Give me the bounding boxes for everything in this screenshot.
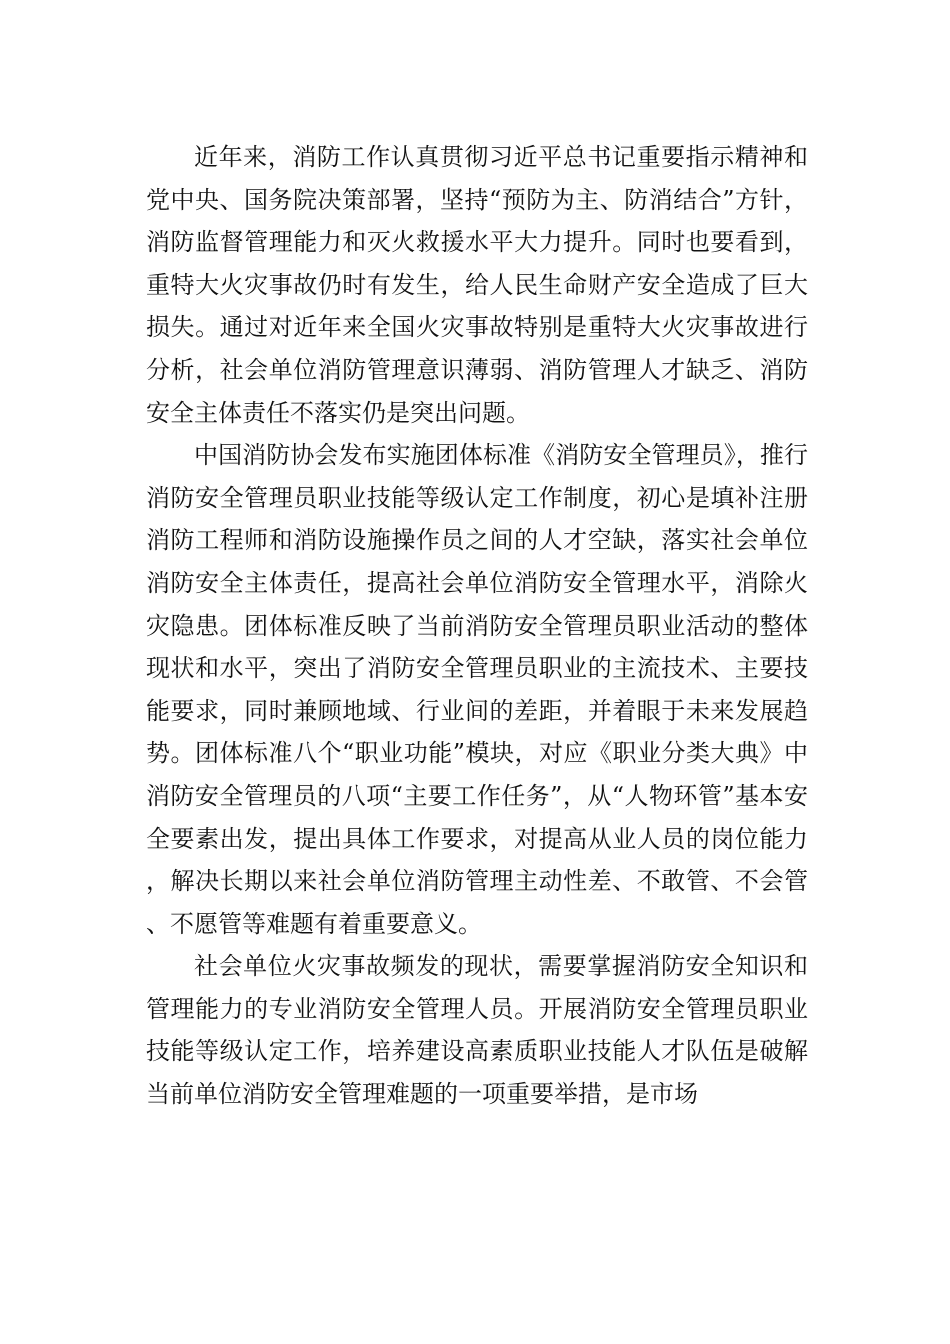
document-body xyxy=(146,136,808,1116)
paragraph-3: 社会单位火灾事故频发的现状，需要掌握消防安全知识和管理能力的专业消防安全管理人员。开展消防安全管理员职业技能等级认定工作，培养建设高素质职业技能人才队伍是破解当前单位消防安全管理难题的一项重要举措，是市场 xyxy=(146,952,808,1109)
paragraph-2: 中国消防协会发布实施团体标准《消防安全管理员》，推行消防安全管理员职业技能等级认定工作制度，初心是填补注册消防工程师和消防设施操作员之间的人才空缺，落实社会单位消防安全主体责任，提高社会单位消防安全管理水平，消除火灾隐患。团体标准反映了当前消防安全管理员职业活动的整体现状和水平，突出了消防安全管理员职业的主流技术、主要技能要求，同时兼顾地域、行业间的差距，并着眼于未来发展趋势。团体标准八个“职业功能”模块，对应《职业分类大典》中消防安全管理员的八项“主要工作任务”，从“人物环管”基本安全要素出发，提出具体工作要求，对提高从业人员的岗位能力，解决长期以来社会单位消防管理主动性差、不敢管、不会管、不愿管等难题有着重要意义。 xyxy=(146,441,808,938)
paragraph-1: 近年来，消防工作认真贯彻习近平总书记重要指示精神和党中央、国务院决策部署，坚持“预防为主、防消结合”方针，消防监督管理能力和灭火救援水平大力提升。同时也要看到，重特大火灾事故仍时有发生，给人民生命财产安全造成了巨大损失。通过对近年来全国火灾事故特别是重特大火灾事故进行分析，社会单位消防管理意识薄弱、消防管理人才缺乏、消防安全主体责任不落实仍是突出问题。 xyxy=(146,143,808,427)
